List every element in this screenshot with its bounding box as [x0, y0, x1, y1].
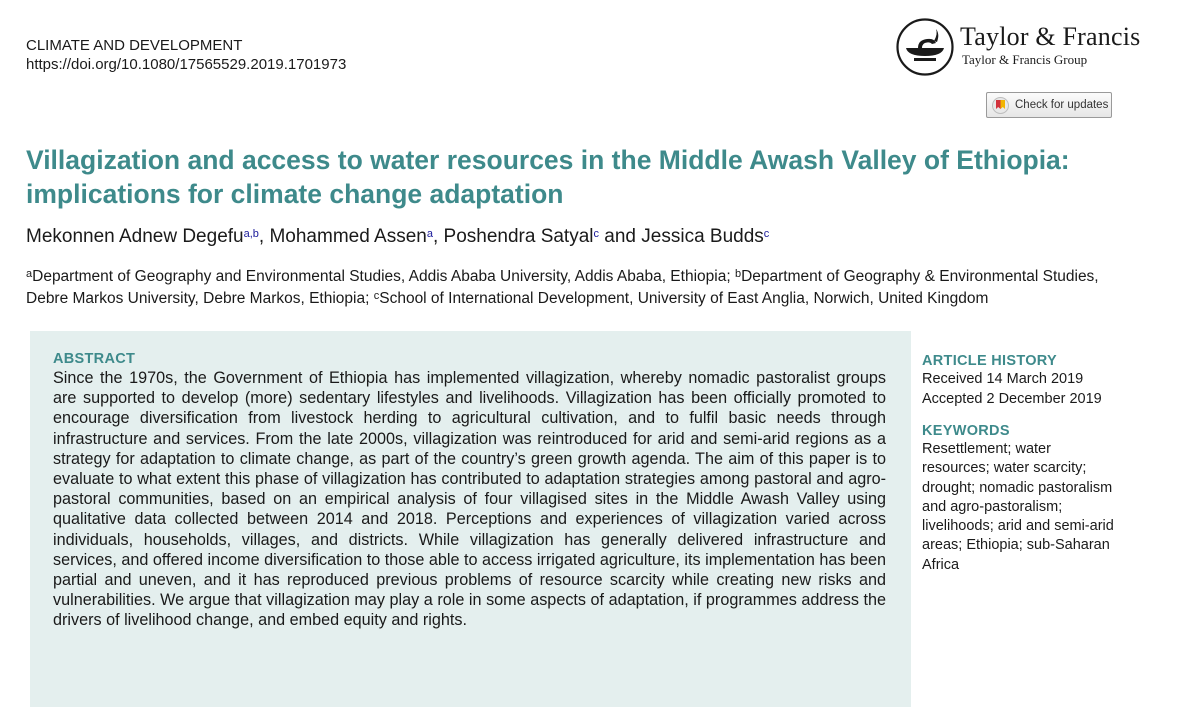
author-affiliation-mark[interactable]: c [593, 228, 600, 240]
author-name[interactable]: Mekonnen Adnew Degefu [26, 226, 244, 247]
abstract-text: Since the 1970s, the Government of Ethiopia has implemented villagization, whereby nomadic pastoralist groups are supported to develop (more) sedentary lifestyles and livelihoods. Villagization has been officially promoted to encourage diversification from livestock herding to agricultural cultivation, and to fulfil basic needs through infrastructure and services. From the late 2000s, villagization was reintroduced for arid and semi-arid regions as a strategy for adaptation to climate change, as part of the country’s green growth agenda. The aim of this paper is to evaluate to what extent this phase of villagization has contributed to adaptation strategies among pastoral and agro-pastoral communities, based on an empirical analysis of four villagised sites in the Middle Awash Valley using qualitative data collected between 2014 and 2018. Perceptions and experiences of villagization varied across individuals, households, villages, and districts. While villagization has generally delivered infrastructure and services, and offered income diversification to those able to access irrigated agriculture, its implementation has been partial and uneven, and it has reproduced previous problems of resource scarcity while creating new risks and vulnerabilities. We argue that villagization may play a role in some aspects of adaptation, if programmes address the drivers of livelihood change, and embed equity and rights. [53, 369, 886, 630]
accepted-date: Accepted 2 December 2019 [922, 390, 1102, 407]
keywords-text: Resettlement; water resources; water scarcity; drought; nomadic pastoralism and agro-pastoralism; livelihoods; arid and semi-arid areas; Ethiopia; sub-Saharan Africa [922, 441, 1114, 573]
affiliations [26, 266, 1126, 310]
doi-link[interactable]: https://doi.org/10.1080/17565529.2019.1701973 [26, 56, 347, 73]
author-separator: and [599, 226, 642, 247]
article-title: Villagization and access to water resources in the Middle Awash Valley of Ethiopia: implications for climate change adaptation [26, 145, 1070, 209]
author-affiliation-mark[interactable]: a [426, 228, 433, 240]
affiliation-text: School of International Development, University of East Anglia, Norwich, United Kingdom [379, 290, 989, 307]
check-for-updates-button[interactable] [986, 92, 1112, 118]
journal-name: CLIMATE AND DEVELOPMENT [26, 37, 243, 54]
abstract-heading: ABSTRACT [53, 351, 136, 367]
author-separator: , [258, 226, 270, 247]
author-affiliation-mark[interactable]: a,b [243, 228, 259, 240]
received-date: Received 14 March 2019 [922, 371, 1084, 387]
crossmark-icon [992, 97, 1009, 114]
check-for-updates-label: Check for updates [1015, 99, 1109, 111]
publisher-lamp-icon [896, 18, 954, 76]
affiliation-mark: a [26, 268, 33, 280]
affiliation-mark: b [734, 268, 742, 280]
keywords-block [922, 422, 1122, 575]
article-history-heading: ARTICLE HISTORY [922, 353, 1058, 369]
keywords-heading: KEYWORDS [922, 423, 1010, 439]
author-name[interactable]: Mohammed Assen [269, 226, 427, 247]
author-affiliation-mark[interactable]: c [763, 228, 770, 240]
affiliation-mark: c [373, 290, 380, 302]
abstract-box [30, 331, 911, 707]
affiliation-text: Department of Geography & Environmental Studies, Debre Markos University, Debre Markos, Ethiopia; [26, 268, 1099, 307]
publisher-name: Taylor & Francis [960, 22, 1141, 51]
author-name[interactable]: Jessica Budds [641, 226, 764, 247]
author-separator: , [432, 226, 444, 247]
author-list [26, 225, 769, 249]
publisher-logo-block[interactable] [896, 18, 1141, 78]
article-sidebar [922, 352, 1122, 575]
affiliation-text: Department of Geography and Environmental Studies, Addis Ababa University, Addis Ababa, Ethiopia; [32, 268, 735, 285]
author-name[interactable]: Poshendra Satyal [443, 226, 594, 247]
publisher-group: Taylor & Francis Group [962, 52, 1088, 67]
journal-header [26, 36, 346, 74]
